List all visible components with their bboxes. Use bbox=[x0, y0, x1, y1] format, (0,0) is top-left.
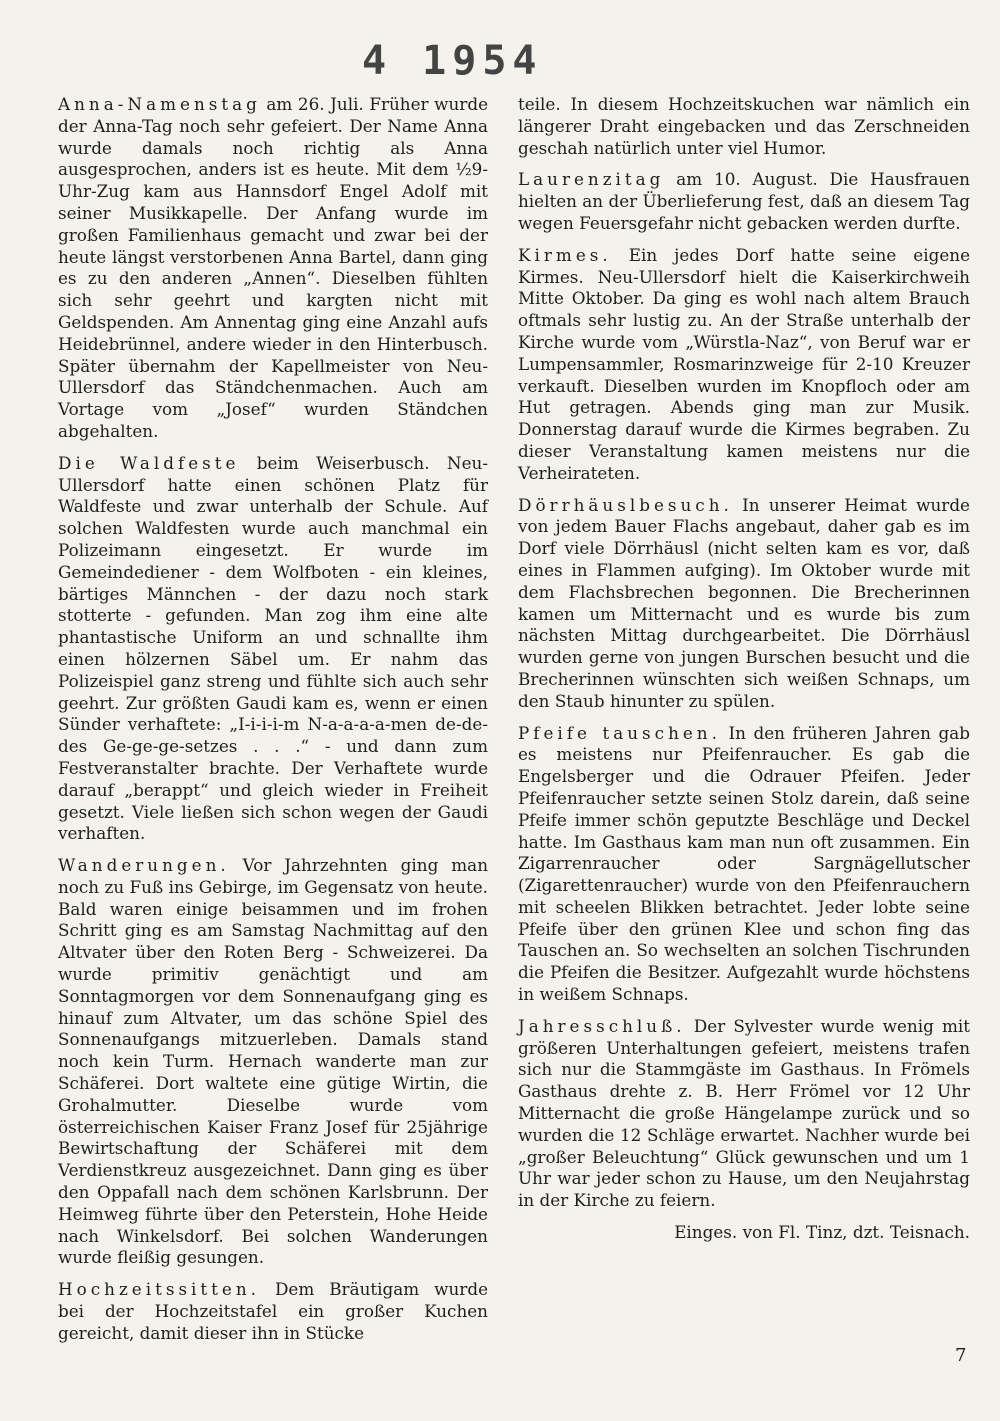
paragraph-text: In den früheren Jahren gab es meistens nur Pfeifenraucher. Es gab die Engelsberger und die Odrauer Pfeifen. Jeder Pfeifenraucher setzte seinen Stolz darein, daß seine Pfeife immer schön geputzte Beschläge und Deckel hatte. Im Gasthaus kam man nun oft zusammen. Ein Zigarrenraucher oder Sargnägellutscher (Zigarettenraucher) wurde von den Pfeifenrauchern mit scheelen Blikken betrachtet. Jeder lobte seine Pfeife über den grünen Klee und schon fing das Tauschen an. So wechselten an solchen Tischrunden die Pfeifen die Besitzer. Aufgezahlt wurde höchstens in weißem Schnaps. bbox=[518, 722, 970, 1005]
paragraph bbox=[518, 1016, 970, 1212]
paragraph bbox=[58, 855, 488, 1269]
left-column bbox=[58, 94, 488, 1355]
paragraph-text: teile. In diesem Hochzeitskuchen war nämlich ein längerer Draht eingebacken und das Zerschneiden geschah natürlich unter viel Humor. bbox=[518, 94, 970, 158]
paragraph-keyword: Kirmes. bbox=[518, 244, 612, 265]
paragraph-keyword: Pfeife tauschen. bbox=[518, 722, 721, 743]
author-signature: Einges. von Fl. Tinz, dzt. Teisnach. bbox=[674, 1222, 970, 1243]
paragraph-text: Vor Jahrzehnten ging man noch zu Fuß ins Gebirge, im Gegensatz von heute. Bald waren einige beisammen und im frohen Schritt ging es am Samstag Nachmittag auf den Altvater über den Roten Berg - Schweizerei. Da wurde primitiv genächtigt und am Sonntagmorgen vor dem Sonnenaufgang ging es hinauf zum Altvater, um das schöne Spiel des Sonnenaufgangs mitzuerleben. Damals stand noch kein Turm. Hernach wanderte man zur Schäferei. Dort waltete eine gütige Wirtin, die Grohalmutter. Dieselbe wurde vom österreichischen Kaiser Franz Josef für 25jährige Bewirtschaftung der Schäferei mit dem Verdienstkreuz ausgezeichnet. Dann ging es über den Oppafall nach dem schönen Karlsbrunn. Der Heimweg führte über den Peterstein, Hohe Heide nach Winkelsdorf. Bei solchen Wanderungen wurde fleißig gesungen. bbox=[58, 855, 488, 1268]
paragraph bbox=[518, 245, 970, 485]
paragraph-keyword: Wanderungen. bbox=[58, 855, 230, 876]
paragraph-keyword: Hochzeitssitten. bbox=[58, 1279, 260, 1300]
paragraph-text: am 10. August. Die Hausfrauen hielten an der Überlieferung fest, daß an diesem Tag wegen Feuersgefahr nicht gebacken werden durfte. bbox=[518, 169, 970, 233]
paragraph bbox=[518, 94, 970, 159]
paragraph bbox=[58, 1279, 488, 1344]
paragraph bbox=[518, 495, 970, 713]
paragraph bbox=[518, 723, 970, 1006]
paragraph-keyword: Die Waldfeste bbox=[58, 452, 240, 473]
paragraph-keyword: Anna-Namenstag bbox=[58, 94, 261, 114]
paragraph-text: Ein jedes Dorf hatte seine eigene Kirmes. Neu-Ullersdorf hielt die Kaiserkirchweih Mitte Oktober. Da ging es wohl nach altem Brauch oftmals sehr lustig zu. An der Straße unterhalb der Kirche wurde vom „Würstla-Naz“, von Beruf war er Lumpensammler, Rosmarinzweige für 2-10 Kreuzer verkauft. Dieselben wurden im Knopfloch oder am Hut getragen. Abends ging man zur Musik. Donnerstag darauf wurde die Kirmes begraben. Zu dieser Veranstaltung kamen meistens nur die Verheirateten. bbox=[518, 244, 970, 483]
page-number: 7 bbox=[955, 1345, 967, 1366]
paragraph bbox=[518, 169, 970, 234]
paragraph-keyword: Dörrhäuslbesuch. bbox=[518, 494, 733, 515]
right-column bbox=[518, 94, 970, 1244]
paragraph-text: In unserer Heimat wurde von jedem Bauer Flachs angebaut, daher gab es im Dorf viele Dörrhäusl (nicht selten kam es vor, daß eines in Flammen aufging). Im Oktober wurde mit dem Flachsbrechen begonnen. Die Brecherinnen kamen um Mitternacht und es wurde bis zum nächsten Mittag durchgearbeitet. Die Dörrhäusl wurden gerne von jungen Burschen besucht und die Brecherinnen wünschten sich weißen Schnaps, um den Staub hinunter zu spülen. bbox=[518, 494, 970, 711]
date-stamp: 4 1954 bbox=[362, 38, 543, 84]
paragraph-text: am 26. Juli. Früher wurde der Anna-Tag noch sehr gefeiert. Der Name Anna wurde damals noch richtig als Anna ausgesprochen, anders ist es heute. Mit dem ½9-Uhr-Zug kam aus Hannsdorf Engel Adolf mit seiner Musikkapelle. Der Anfang wurde im großen Familienhaus gemacht und zwar bei der heute längst verstorbenen Anna Bartel, dann ging es zu den anderen „Annen“. Dieselben fühlten sich sehr geehrt und kargten nicht mit Geldspenden. Am Annentag ging eine Anzahl aufs Heidebrünnel, andere wieder in den Hinterbusch. Später übernahm der Kapellmeister von Neu-Ullersdorf das Ständchenmachen. Auch am Vortage vom „Josef“ wurden Ständchen abgehalten. bbox=[58, 94, 488, 441]
paragraph-text: Der Sylvester wurde wenig mit größeren Unterhaltungen gefeiert, meistens trafen sich nur die Stammgäste im Gasthaus. In Frömels Gasthaus drehte z. B. Herr Frömel vor 12 Uhr Mitternacht die große Hängelampe zurück und so wurden die 12 Schläge erwartet. Nachher wurde bei „großer Beleuchtung“ Glück gewunschen und um 1 Uhr war jeder schon zu Hause, um den Neujahrstag in der Kirche zu feiern. bbox=[518, 1015, 970, 1211]
paragraph bbox=[58, 94, 488, 443]
paragraph-text: beim Weiserbusch. Neu-Ullersdorf hatte einen schönen Platz für Waldfeste und zwar unterhalb der Schule. Auf solchen Waldfesten wurde auch manchmal ein Polizeimann eingesetzt. Er wurde im Gemeindediener - dem Wolfboten - ein kleines, bärtiges Männchen - der dazu noch stark stotterte - gefunden. Man zog ihm eine alte phantastische Uniform an und schnallte ihm einen hölzernen Säbel um. Er nahm das Polizeispiel ganz streng und fühlte sich auch sehr geehrt. Zur größten Gaudi kam es, wenn er einen Sünder verhaftete: „I-i-i-i-m N-a-a-a-a-men de-de-des Ge-ge-ge-setzes . . .“ - und dann zum Festveranstalter brachte. Der Verhaftete wurde darauf „berappt“ und gleich wieder in Freiheit gesetzt. Viele ließen sich schon wegen der Gaudi verhaften. bbox=[58, 452, 489, 844]
paragraph-text: Dem Bräutigam wurde bei der Hochzeitstafel ein großer Kuchen gereicht, damit dieser ihn in Stücke bbox=[58, 1279, 488, 1343]
paragraph-keyword: Laurenzitag bbox=[518, 169, 665, 190]
paragraph-keyword: Jahresschluß. bbox=[518, 1015, 686, 1036]
paragraph bbox=[58, 453, 488, 845]
